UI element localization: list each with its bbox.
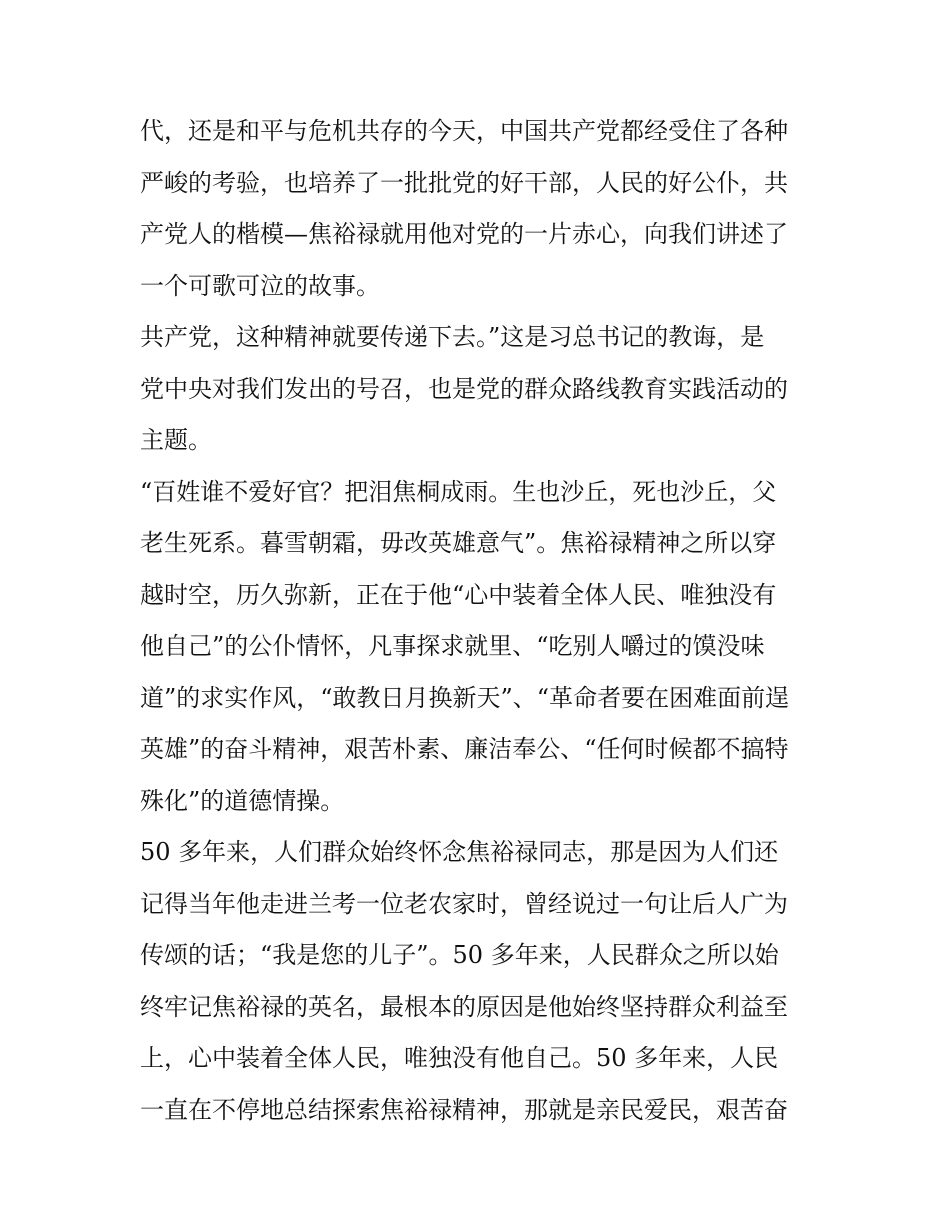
text-line: 英雄”的奋斗精神，艰苦朴素、廉洁奉公、“任何时候都不搞特 xyxy=(140,735,789,763)
text-line: 记得当年他走进兰考一位老农家时，曾经说过一句让后人广为 xyxy=(140,889,788,918)
text-line: 老生死系。暮雪朝霜，毋改英雄意气”。焦裕禄精神之所以穿 xyxy=(140,529,777,557)
text-line: 主题。 xyxy=(140,426,212,454)
text-line: 上，心中装着全体人民，唯独没有他自己。50 多年来，人民 xyxy=(140,1044,779,1072)
document-body xyxy=(140,106,815,1136)
text-line: 一直在不停地总结探索焦裕禄精神，那就是亲民爱民，艰苦奋 xyxy=(140,1095,788,1124)
text-line: 一个可歌可泣的故事。 xyxy=(140,271,380,300)
paragraph-3 xyxy=(140,467,815,828)
text-line: 产党人的楷模—焦裕禄就用他对党的一片赤心，向我们讲述了 xyxy=(140,220,788,248)
text-line: 殊化”的道德情操。 xyxy=(140,786,345,815)
text-line: 50 多年来，人们群众始终怀念焦裕禄同志，那是因为人们还 xyxy=(140,838,779,866)
text-line: 越时空，历久弥新，正在于他“心中装着全体人民、唯独没有 xyxy=(140,580,777,609)
text-line: 党中央对我们发出的号召，也是党的群众路线教育实践活动的 xyxy=(140,374,788,403)
paragraph-1 xyxy=(140,106,815,312)
paragraph-2 xyxy=(140,312,815,467)
text-line: 传颂的话；“我是您的儿子”。50 多年来，人民群众之所以始 xyxy=(140,941,779,969)
text-line: 道”的求实作风，“敢教日月换新天”、“革命者要在困难面前逞 xyxy=(140,683,790,712)
text-line: “百姓谁不爱好官？把泪焦桐成雨。生也沙丘，死也沙丘，父 xyxy=(140,477,777,506)
text-line: 严峻的考验，也培养了一批批党的好干部，人民的好公仆，共 xyxy=(140,168,788,197)
text-line: 他自己”的公仆情怀，凡事探求就里、“吃别人嚼过的馍没味 xyxy=(140,632,765,660)
text-line: 共产党，这种精神就要传递下去。”这是习总书记的教诲，是 xyxy=(140,323,765,351)
text-line: 终牢记焦裕禄的英名，最根本的原因是他始终坚持群众利益至 xyxy=(140,992,788,1021)
paragraph-4 xyxy=(140,827,815,1136)
text-line: 代，还是和平与危机共存的今天，中国共产党都经受住了各种 xyxy=(140,117,788,145)
